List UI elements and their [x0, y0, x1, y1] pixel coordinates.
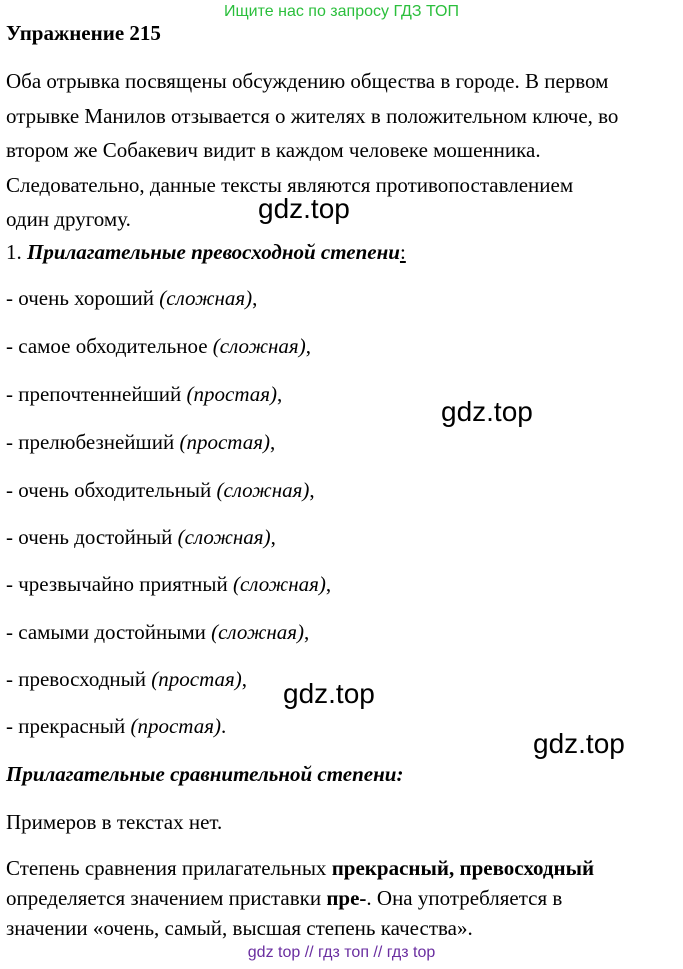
exercise-title: Упражнение 215 — [6, 21, 161, 45]
section-heading-comparative: Прилагательные сравнительной степени: — [6, 762, 404, 786]
section-heading-text: Прилагательные превосходной степени — [27, 240, 400, 264]
list-item: - самое обходительное (сложная), — [6, 334, 311, 358]
list-item: - прекрасный (простая). — [6, 714, 227, 738]
conclusion-line: Степень сравнения прилагательных прекрасный, превосходный — [6, 856, 595, 880]
bold-prefix: пре- — [326, 886, 367, 910]
list-item: - очень хороший (сложная), — [6, 286, 258, 310]
watermark: gdz.top — [441, 396, 533, 427]
footer-credits: gdz top // гдз топ // гдз top — [247, 944, 436, 961]
list-item: - препочтеннейший (простая), — [6, 382, 283, 406]
list-item: - чрезвычайно приятный (сложная), — [6, 572, 332, 596]
search-banner: Ищите нас по запросу ГДЗ ТОП — [224, 3, 459, 20]
comparative-note: Примеров в текстах нет. — [6, 810, 223, 834]
list-item: - превосходный (простая), — [6, 667, 248, 691]
bold-adjectives: прекрасный, превосходный — [331, 856, 595, 880]
section-heading-colon: : — [399, 240, 406, 264]
list-item: - самыми достойными (сложная), — [6, 620, 310, 644]
conclusion-line: значении «очень, самый, высшая степень качества». — [6, 916, 473, 940]
conclusion-line: определяется значением приставки пре-. Она употребляется в — [6, 886, 563, 910]
intro-line: втором же Собакевич видит в каждом человеке мошенника. — [6, 138, 541, 162]
intro-line: Оба отрывка посвящены обсуждению общества в городе. В первом — [6, 69, 609, 93]
intro-line: Следовательно, данные тексты являются противопоставлением — [6, 172, 574, 197]
watermark: gdz.top — [258, 193, 350, 224]
list-item: - прелюбезнейший (простая), — [6, 430, 276, 454]
list-item: - очень обходительный (сложная), — [6, 478, 315, 502]
intro-line: один другому. — [6, 207, 131, 231]
watermark: gdz.top — [283, 678, 375, 709]
list-item: - очень достойный (сложная), — [6, 525, 276, 549]
section-heading-superlative — [6, 240, 406, 265]
watermark: gdz.top — [533, 728, 625, 759]
intro-line: отрывке Манилов отзывается о жителях в положительном ключе, во — [6, 103, 619, 128]
section-number: 1. — [6, 240, 27, 264]
